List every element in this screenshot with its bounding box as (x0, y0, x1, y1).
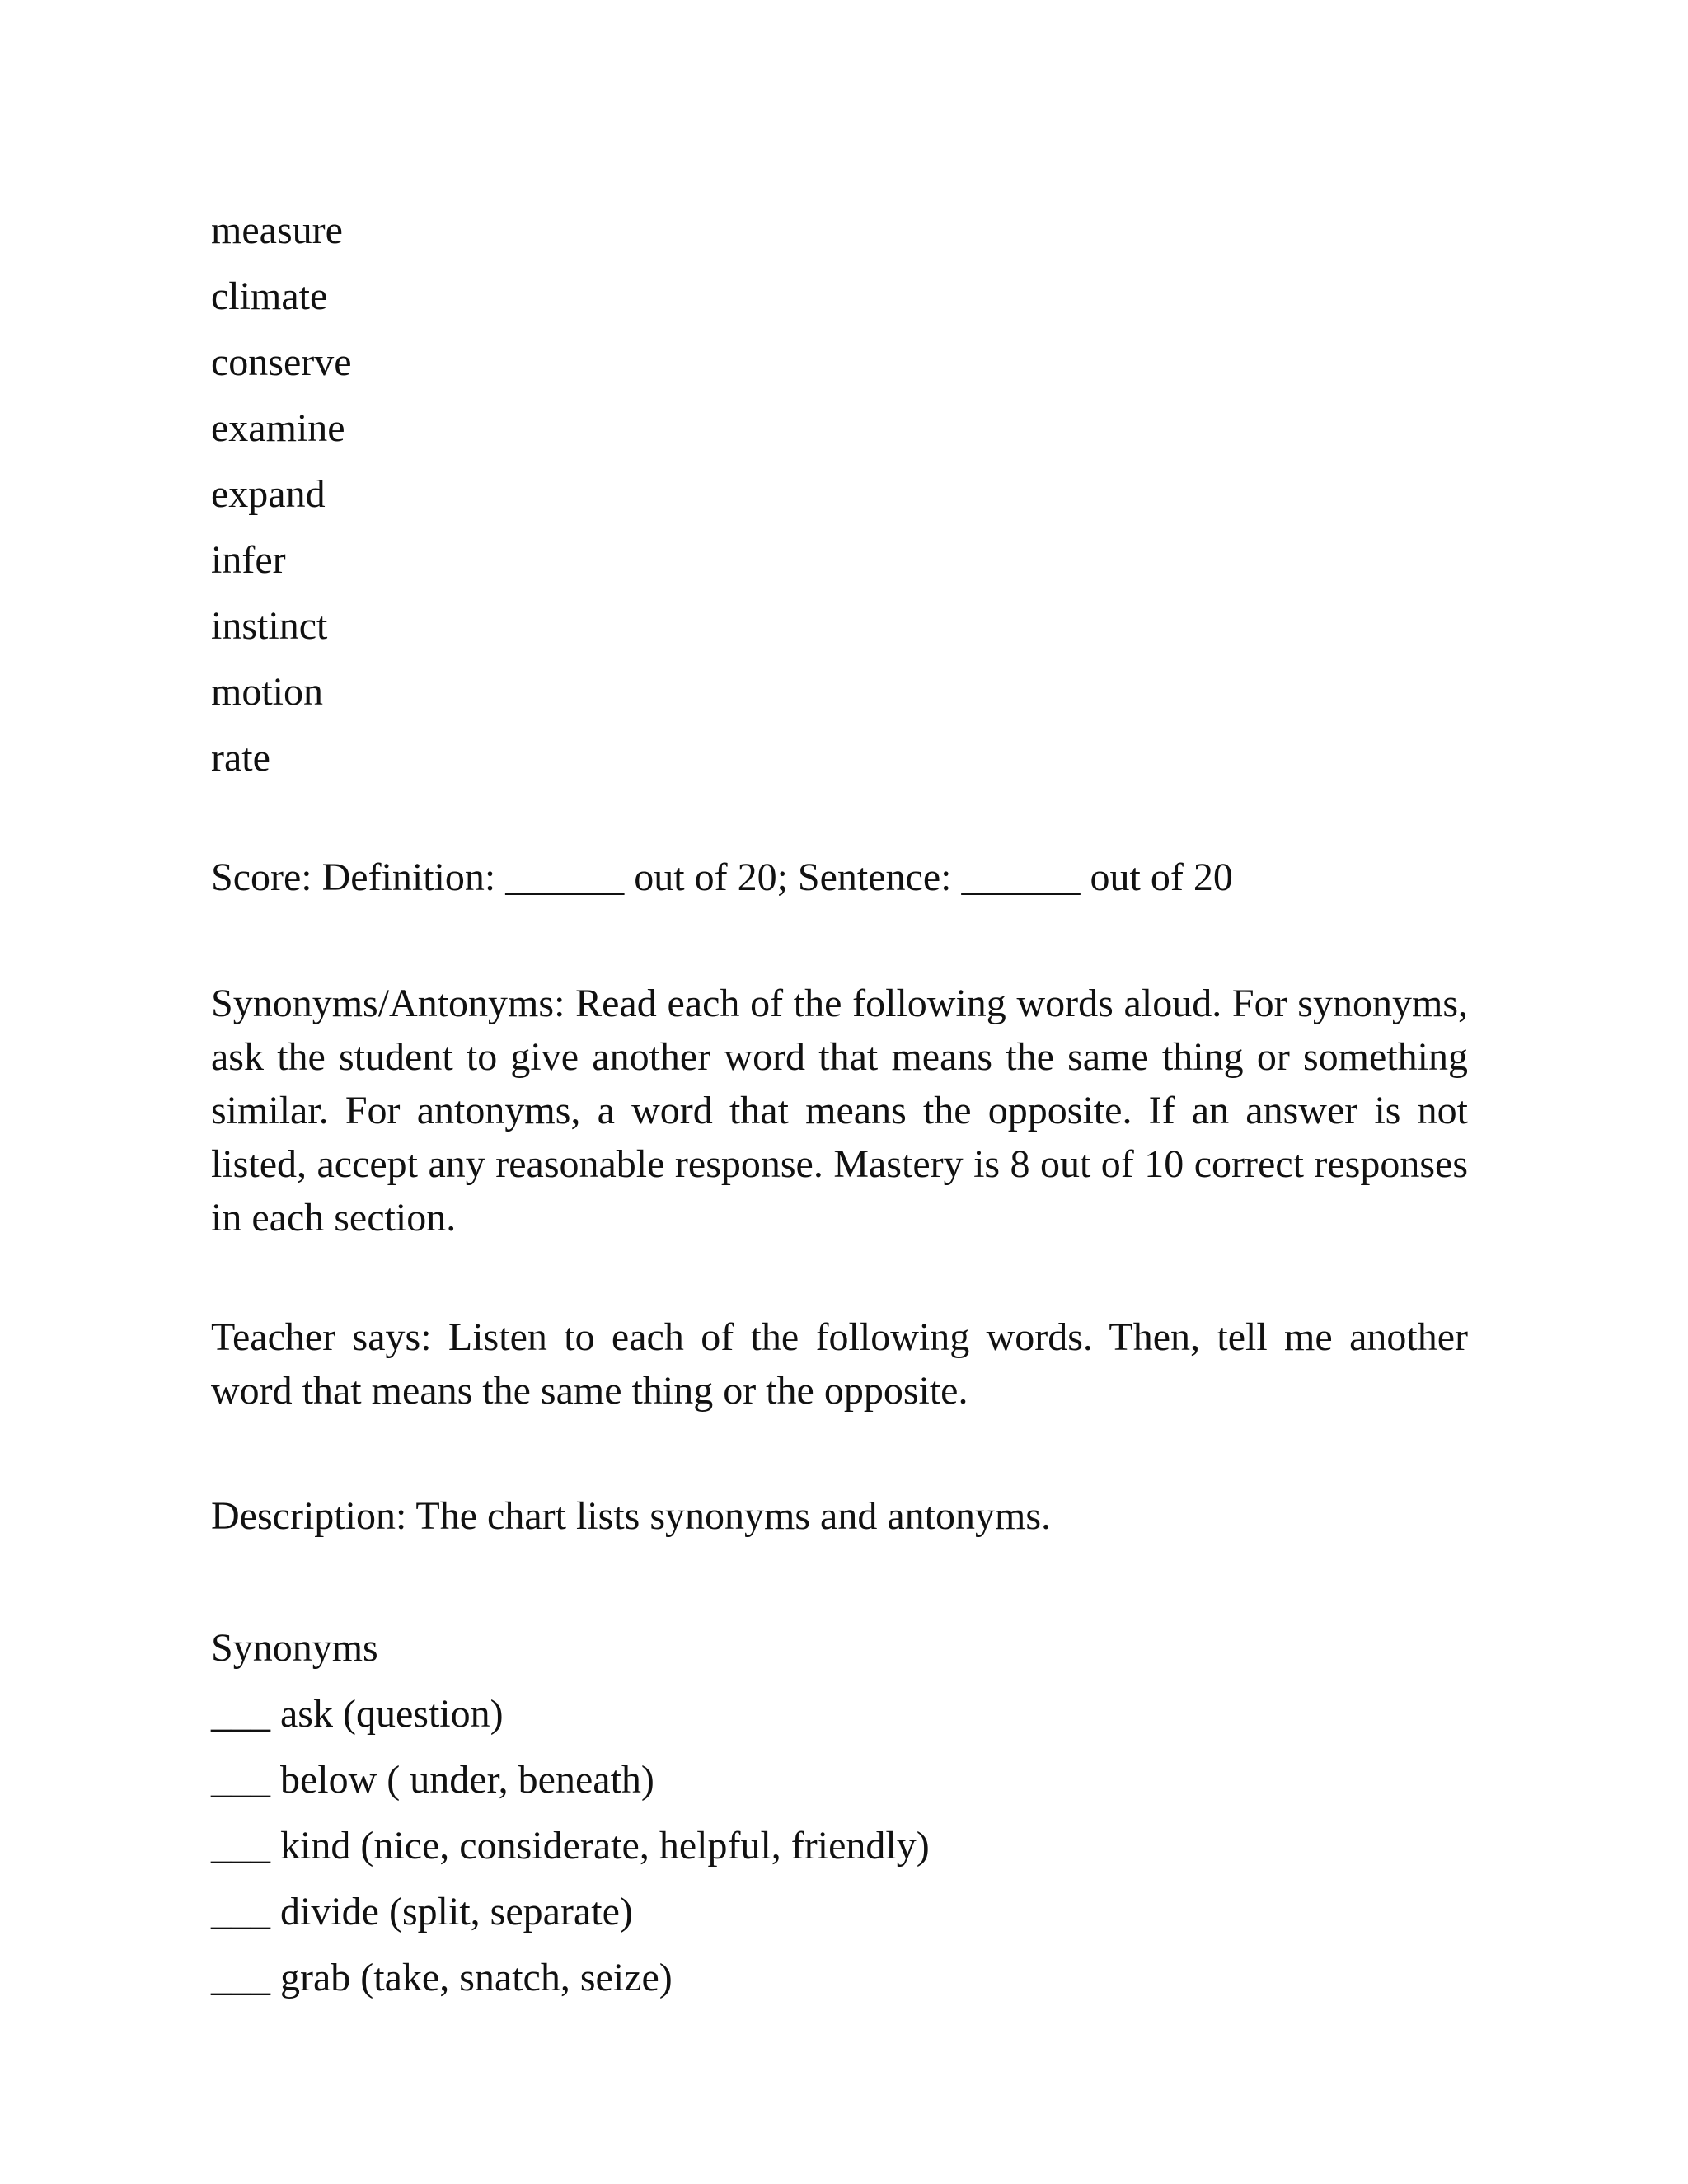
vocabulary-word: conserve (211, 340, 352, 384)
synonyms-list (211, 1681, 1468, 2011)
synonym-item: ___ kind (nice, considerate, helpful, friendly) (211, 1824, 930, 1868)
vocabulary-word: expand (211, 472, 326, 516)
vocabulary-word: infer (211, 538, 286, 582)
synonym-item: ___ divide (split, separate) (211, 1890, 633, 1933)
synonym-item: ___ grab (take, snatch, seize) (211, 1956, 673, 1999)
synonym-item: ___ below ( under, beneath) (211, 1758, 654, 1802)
vocabulary-word: instinct (211, 604, 328, 648)
vocabulary-word: climate (211, 274, 328, 318)
synonyms-antonyms-instructions: Synonyms/Antonyms: Read each of the following words aloud. For synonyms, ask the student to give another word that means the same thing or something similar. For antonyms, a word that means the opposite. If an answer is not listed, accept any reasonable response. Mastery is 8 out of 10 correct responses in each section. (211, 982, 1468, 1240)
vocabulary-word-list (211, 198, 1468, 791)
teacher-says: Teacher says: Listen to each of the following words. Then, tell me another word that means the same thing or the opposite. (211, 1315, 1468, 1413)
synonyms-heading: Synonyms (211, 1626, 378, 1670)
vocabulary-word: examine (211, 406, 345, 450)
vocabulary-word: rate (211, 736, 270, 780)
vocabulary-word: motion (211, 670, 324, 714)
vocabulary-word: measure (211, 209, 343, 252)
synonym-item: ___ ask (question) (211, 1692, 504, 1736)
score-line: Score: Definition: ______ out of 20; Sentence: ______ out of 20 (211, 855, 1233, 899)
document-body (211, 198, 1468, 2011)
chart-description: Description: The chart lists synonyms and antonyms. (211, 1494, 1051, 1538)
